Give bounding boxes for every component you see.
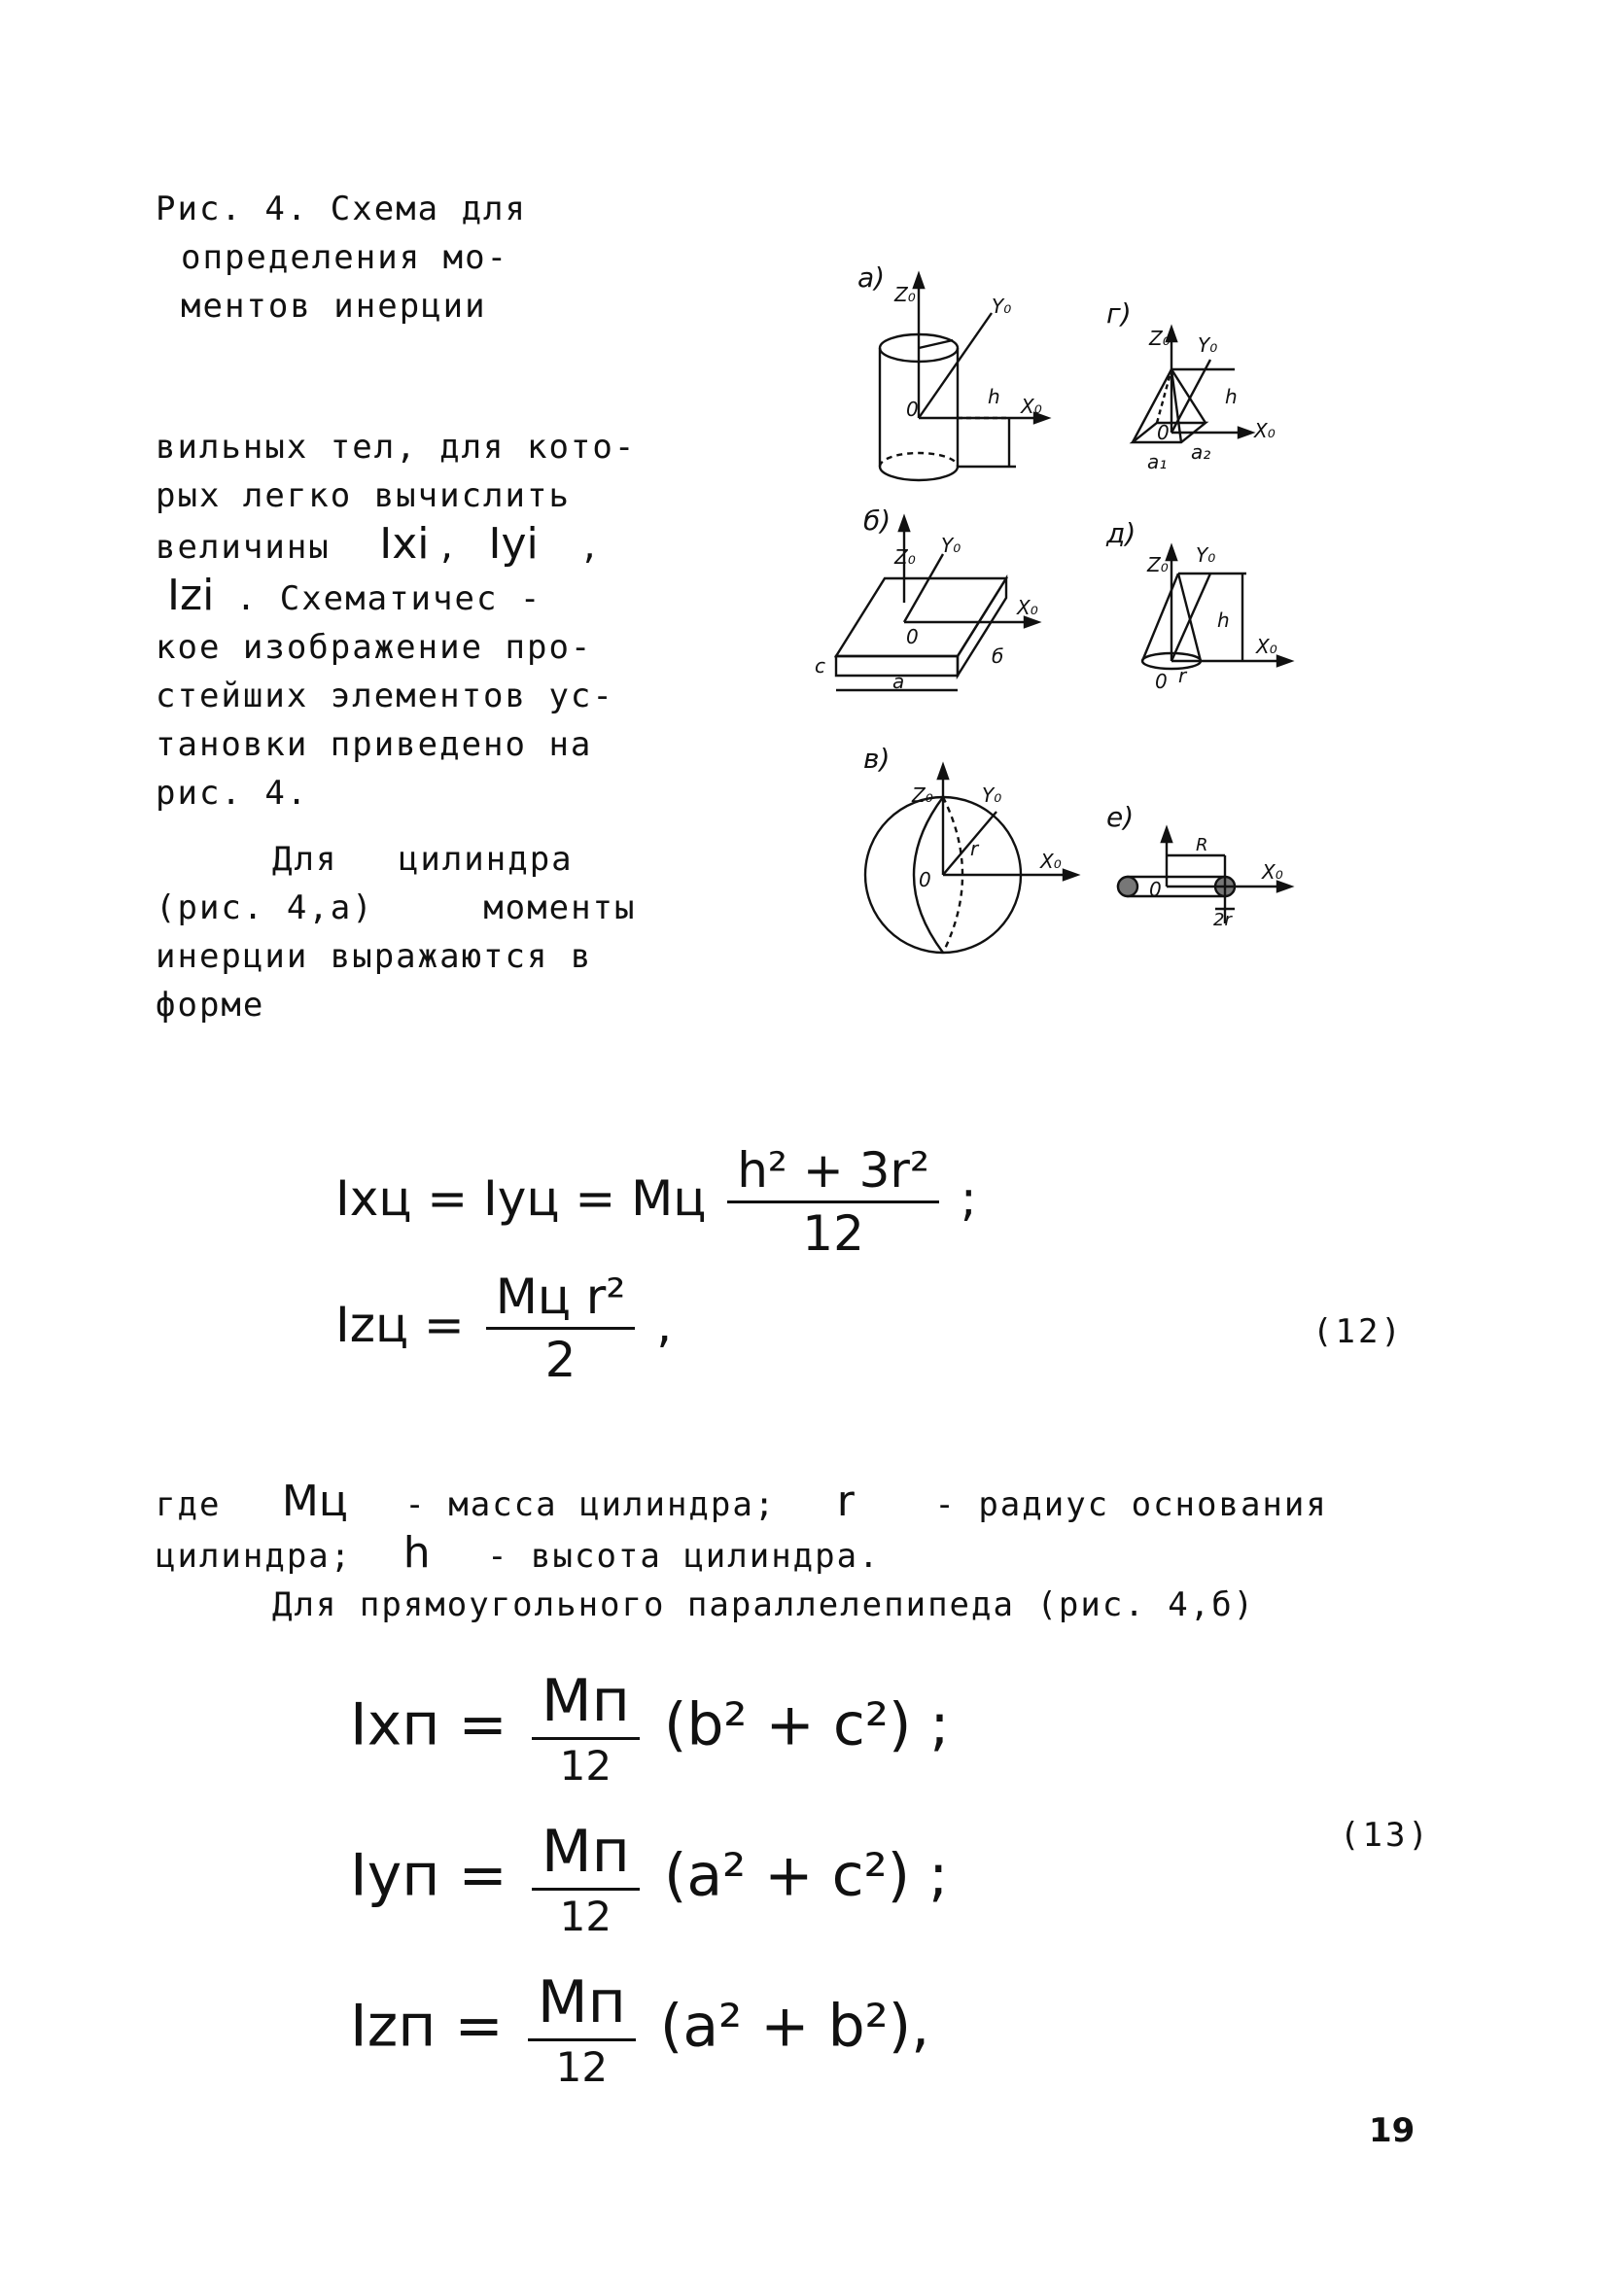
label-a: а)	[857, 261, 886, 294]
fraction-numerator: Mц r²	[486, 1269, 636, 1330]
label-b: б)	[863, 504, 891, 537]
label-y0: Y₀	[1196, 543, 1216, 567]
eq-lhs: Izп =	[350, 1992, 504, 2061]
equation-13-row-3	[350, 1968, 929, 2091]
label-z0: Z₀	[894, 283, 916, 306]
label-v: в)	[863, 743, 891, 775]
label-d: д)	[1106, 517, 1136, 549]
eq-lhs: Iхц = Iуц = Mц	[335, 1170, 707, 1227]
text-span: моменты	[483, 888, 637, 927]
caption-line: определения мо-	[181, 238, 509, 277]
eq-tail: (b² + c²) ;	[663, 1690, 950, 1759]
label-z0: Z₀	[1147, 553, 1169, 576]
text-line: тановки приведено на	[156, 725, 593, 764]
label-origin: 0	[1157, 421, 1170, 444]
label-a1: a₁	[1147, 450, 1168, 473]
text-line	[156, 884, 681, 932]
label-x0: X₀	[1254, 419, 1276, 442]
text-line: рис. 4.	[156, 774, 309, 813]
text-line: форме	[156, 986, 265, 1025]
label-b-side: б	[992, 644, 1004, 668]
label-h: h	[988, 385, 1000, 408]
fraction-numerator: h² + 3r²	[727, 1142, 939, 1203]
label-y0: Y₀	[982, 783, 1002, 807]
label-x0: X₀	[1040, 850, 1062, 873]
label-a2: a₂	[1191, 440, 1211, 464]
text-span: величины	[156, 528, 331, 567]
symbol-ixi: Ixi	[379, 519, 430, 569]
fraction	[486, 1269, 636, 1388]
text-line: Для прямоугольного параллелепипеда (рис. 4,б)	[272, 1585, 1256, 1624]
equation-number-12: (12)	[1312, 1312, 1404, 1351]
label-x0: X₀	[1256, 635, 1277, 658]
text-line	[156, 1478, 1439, 1529]
label-r: r	[1178, 664, 1187, 687]
eq-lhs: Ixп =	[350, 1690, 507, 1759]
label-x0: X₀	[1262, 860, 1283, 884]
text-span: - радиус основания	[934, 1485, 1328, 1524]
eq-lhs: Izц =	[335, 1297, 465, 1353]
fraction-denominator: 12	[802, 1205, 864, 1262]
label-origin: 0	[1155, 670, 1168, 693]
label-x0: X₀	[1017, 596, 1038, 619]
equation-number-13: (13)	[1340, 1816, 1431, 1855]
label-R: R	[1196, 835, 1208, 855]
fraction-numerator: Mп	[528, 1968, 636, 2041]
symbol-iyi: Iyi	[488, 519, 539, 569]
page-number: 19	[1369, 2111, 1416, 2150]
text-line	[156, 572, 681, 623]
fraction	[532, 1818, 640, 1940]
symbol-mc: Mц	[281, 1477, 348, 1526]
fraction-numerator: Mп	[532, 1818, 640, 1891]
cone-diagram	[1105, 517, 1291, 693]
torus-diagram	[1106, 801, 1291, 930]
label-z0: Z₀	[912, 783, 933, 807]
fraction-denominator: 12	[555, 2043, 609, 2091]
text-span: (рис. 4,а)	[156, 888, 374, 927]
label-origin: 0	[1149, 878, 1162, 901]
box-diagram	[815, 504, 1038, 693]
text-span: - масса цилиндра;	[404, 1485, 777, 1524]
pyramid-diagram	[1106, 297, 1276, 473]
label-x0: X₀	[1021, 395, 1042, 418]
label-e: е)	[1106, 801, 1135, 833]
label-r: r	[970, 837, 979, 860]
equation-12-row-1	[335, 1142, 977, 1262]
fraction-denominator: 12	[559, 1893, 612, 1940]
label-h: h	[1217, 609, 1230, 632]
eq-lhs: Iуп =	[350, 1841, 507, 1910]
equation-13-row-1	[350, 1667, 950, 1790]
fraction	[532, 1667, 640, 1790]
label-origin: 0	[906, 398, 919, 421]
caption-line: ментов инерции	[181, 287, 487, 326]
text-span: где	[156, 1485, 222, 1524]
label-g: г)	[1106, 297, 1132, 330]
figure-4-schematic	[797, 243, 1303, 982]
symbol-izi: Izi	[167, 571, 215, 620]
text-line: стейших элементов ус-	[156, 677, 614, 715]
text-span: ,	[579, 528, 602, 567]
label-origin: 0	[906, 625, 919, 648]
label-c: c	[815, 654, 825, 678]
label-a-side: a	[892, 670, 905, 693]
text-span: ,	[437, 528, 459, 567]
label-h: h	[1225, 385, 1238, 408]
eq-tail: ,	[656, 1297, 673, 1353]
text-line: рых легко вычислить	[156, 476, 571, 515]
label-y0: Y₀	[941, 534, 961, 557]
label-y0: Y₀	[992, 295, 1012, 318]
equation-12-row-2	[335, 1269, 672, 1388]
fraction	[528, 1968, 636, 2091]
text-span: цилиндра;	[156, 1537, 353, 1576]
equation-13-row-2	[350, 1818, 948, 1940]
text-line: инерции выражаются в	[156, 937, 593, 976]
fraction-denominator: 2	[544, 1332, 577, 1388]
eq-tail: (a² + b²),	[659, 1992, 930, 2061]
fraction-denominator: 12	[559, 1742, 612, 1790]
text-line	[156, 1529, 1439, 1581]
text-span: . Схематичес -	[235, 579, 542, 618]
text-line: кое изображение про-	[156, 628, 593, 667]
eq-tail: (a² + c²) ;	[663, 1841, 949, 1910]
label-origin: 0	[919, 868, 931, 891]
label-y0: Y₀	[1198, 333, 1218, 357]
symbol-h: h	[402, 1528, 431, 1578]
text-line: Для цилиндра	[272, 840, 574, 879]
fraction	[727, 1142, 939, 1262]
left-column-text	[156, 423, 681, 1029]
caption-line: Рис. 4. Схема для	[156, 190, 527, 228]
fraction-numerator: Mп	[532, 1667, 640, 1740]
where-paragraph	[156, 1478, 1439, 1629]
text-line: вильных тел, для кото-	[156, 428, 637, 467]
figure-caption	[156, 185, 527, 330]
label-2r: 2r	[1213, 910, 1232, 930]
text-span: - высота цилиндра.	[487, 1537, 881, 1576]
text-line	[156, 520, 681, 572]
label-z0: Z₀	[894, 545, 916, 569]
sphere-diagram	[863, 743, 1077, 953]
eq-tail: ;	[960, 1170, 977, 1227]
cylinder-diagram	[857, 261, 1048, 480]
symbol-r: r	[836, 1477, 855, 1526]
label-z0: Z₀	[1149, 327, 1171, 350]
